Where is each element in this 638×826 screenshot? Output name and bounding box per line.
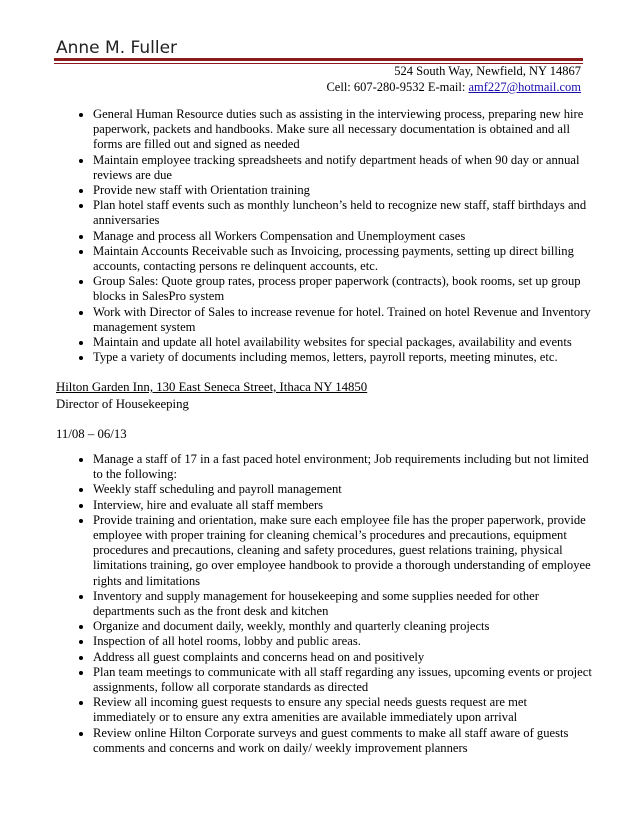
duty-item: • Work with Director of Sales to increase revenue for hotel. Trained on hotel Revenue and Inventory management system bbox=[93, 305, 593, 335]
duties-list-housekeeping bbox=[76, 452, 593, 756]
duty-item: • Inventory and supply management for housekeeping and some supplies needed for other departments such as the front desk and kitchen bbox=[93, 589, 593, 619]
duty-item: • Provide new staff with Orientation training bbox=[93, 183, 593, 198]
duty-item: • Maintain Accounts Receivable such as Invoicing, processing payments, setting up direct billing accounts, contacting persons re delinquent accounts, etc. bbox=[93, 244, 593, 274]
job-dates: 11/08 – 06/13 bbox=[56, 427, 127, 441]
resume-name: Anne M. Fuller bbox=[56, 38, 178, 58]
contact-phone-email bbox=[326, 80, 581, 95]
duty-item: • Type a variety of documents including memos, letters, payroll reports, meeting minutes, etc. bbox=[93, 350, 593, 365]
duty-item: • Organize and document daily, weekly, monthly and quarterly cleaning projects bbox=[93, 619, 593, 634]
contact-phone: Cell: 607-280-9532 E-mail: bbox=[326, 80, 469, 94]
email-link[interactable]: amf227@hotmail.com bbox=[468, 80, 581, 94]
duty-item: • Review online Hilton Corporate surveys and guest comments to make all staff aware of guests comments and concerns and work on daily/ weekly improvement planners bbox=[93, 726, 593, 756]
duty-item: • Manage and process all Workers Compensation and Unemployment cases bbox=[93, 229, 593, 244]
duty-item: • Plan hotel staff events such as monthly luncheon’s held to recognize new staff, staff birthdays and anniversaries bbox=[93, 198, 593, 228]
duty-item: • General Human Resource duties such as assisting in the interviewing process, preparing new hire paperwork, packets and handbooks. Make sure all necessary documentation is obtained and all forms are filled out and signed as needed bbox=[93, 107, 593, 153]
duty-item: • Maintain employee tracking spreadsheets and notify department heads of when 90 day or annual reviews are due bbox=[93, 153, 593, 183]
duty-item: • Group Sales: Quote group rates, process proper paperwork (contracts), book rooms, set up group blocks in SalesPro system bbox=[93, 274, 593, 304]
duty-item: • Address all guest complaints and concerns head on and positively bbox=[93, 650, 593, 665]
duty-item: • Review all incoming guest requests to ensure any special needs guests request are met immediately or to ensure any extra amenities are available immediately upon arrival bbox=[93, 695, 593, 725]
duty-item: • Inspection of all hotel rooms, lobby and public areas. bbox=[93, 634, 593, 649]
duties-list-hr bbox=[76, 107, 593, 365]
header-rule-thick bbox=[54, 58, 583, 61]
duty-item: • Plan team meetings to communicate with all staff regarding any issues, upcoming events or project assignments, follow all corporate standards as directed bbox=[93, 665, 593, 695]
duty-item: • Interview, hire and evaluate all staff members bbox=[93, 498, 593, 513]
job-title: Director of Housekeeping bbox=[56, 397, 189, 411]
contact-address: 524 South Way, Newfield, NY 14867 bbox=[394, 64, 581, 78]
duty-item: • Maintain and update all hotel availability websites for special packages, availability and events bbox=[93, 335, 593, 350]
duty-item: • Manage a staff of 17 in a fast paced hotel environment; Job requirements including but not limited to the following: bbox=[93, 452, 593, 482]
duty-item: • Weekly staff scheduling and payroll management bbox=[93, 482, 593, 497]
employer-line: Hilton Garden Inn, 130 East Seneca Street, Ithaca NY 14850 bbox=[56, 380, 368, 394]
duty-item: • Provide training and orientation, make sure each employee file has the proper paperwork, provide employee with proper training for cleaning chemical’s procedures and precautions, equipment procedures and precautions, cleaning and safety procedures, guest relations training, physical limitations training, go over employee handbook to provide a thorough understanding of employee rights and limitations bbox=[93, 513, 593, 589]
